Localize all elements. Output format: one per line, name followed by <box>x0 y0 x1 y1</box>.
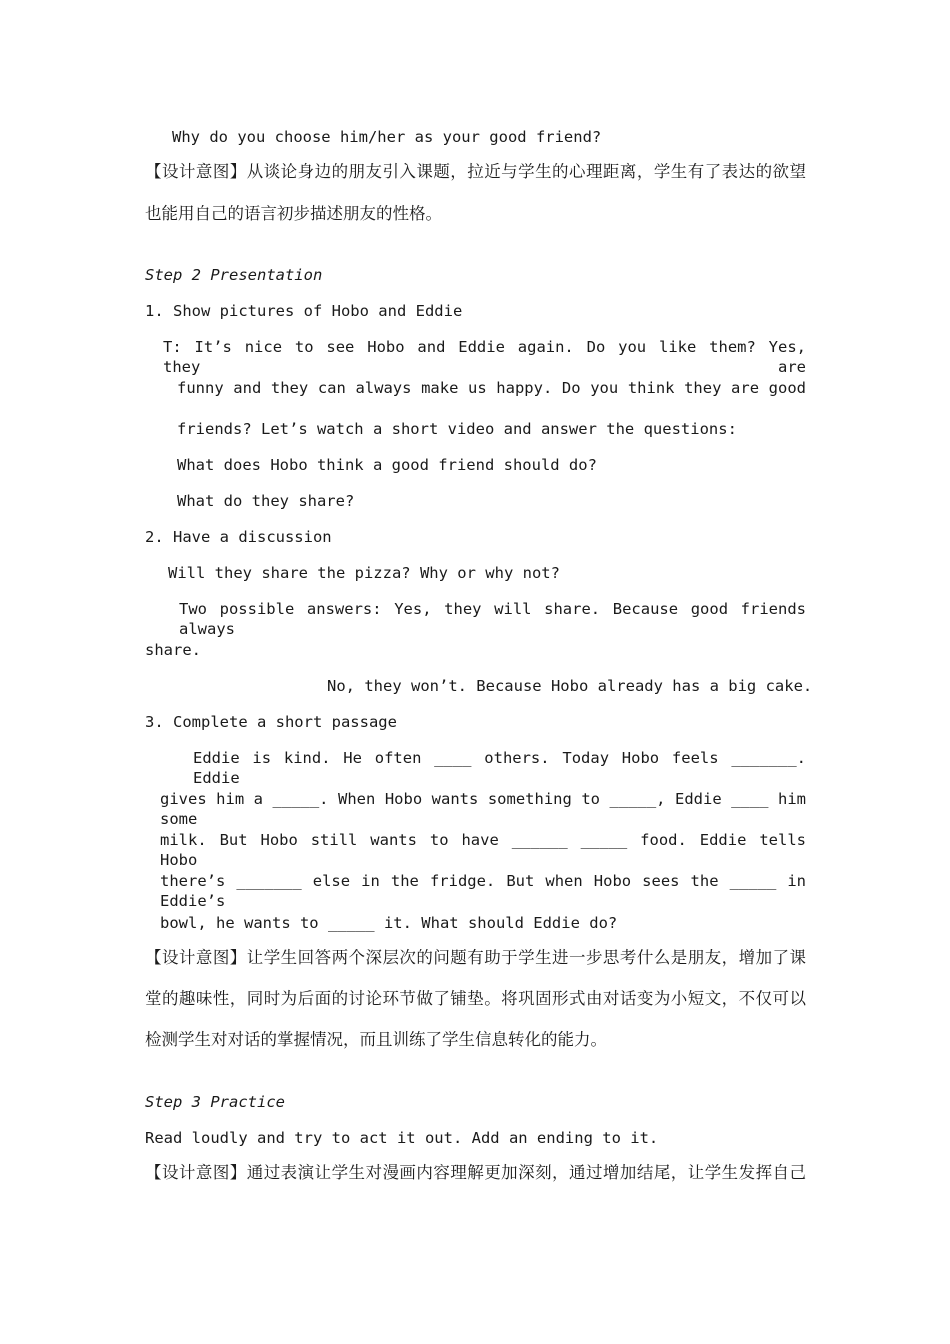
passage-line2: gives him a _____. When Hobo wants something to _____, Eddie ____ him some <box>160 790 806 828</box>
design-intent-2-line2: 堂的趣味性，同时为后面的讨论环节做了铺垫。将巩固形式由对话变为小短文，不仅可以 <box>145 989 806 1008</box>
answers-line2: share. <box>145 641 201 659</box>
step2-item2: 2. Have a discussion <box>145 528 332 546</box>
design-intent-1-line1: 【设计意图】从谈论身边的朋友引入课题，拉近与学生的心理距离，学生有了表达的欲望 <box>145 162 806 181</box>
passage-line3: milk. But Hobo still wants to have ______ _____ food. Eddie tells Hobo <box>160 831 806 869</box>
design-intent-2-line3: 检测学生对对话的掌握情况，而且训练了学生信息转化的能力。 <box>145 1030 607 1049</box>
question-why-friend: Why do you choose him/her as your good friend? <box>172 128 602 146</box>
passage-line1: Eddie is kind. He often ____ others. Today Hobo feels _______. Eddie <box>193 749 806 787</box>
teacher-line3: friends? Let’s watch a short video and answer the questions: <box>177 420 737 438</box>
question-2: What do they share? <box>177 492 355 510</box>
step2-item1: 1. Show pictures of Hobo and Eddie <box>145 302 463 320</box>
passage-line5: bowl, he wants to _____ it. What should Eddie do? <box>160 914 618 932</box>
teacher-line1: T: It’s nice to see Hobo and Eddie again. Do you like them? Yes, they are <box>163 338 806 376</box>
question-1: What does Hobo think a good friend should do? <box>177 456 597 474</box>
step3-instruction: Read loudly and try to act it out. Add an ending to it. <box>145 1129 659 1147</box>
step2-heading: Step 2 Presentation <box>145 266 323 284</box>
design-intent-3-line1: 【设计意图】通过表演让学生对漫画内容理解更加深刻，通过增加结尾，让学生发挥自己 <box>145 1163 806 1182</box>
step2-item3: 3. Complete a short passage <box>145 713 397 731</box>
step3-heading: Step 3 Practice <box>145 1093 285 1111</box>
answers-line3: No, they won’t. Because Hobo already has a big cake. <box>327 677 813 695</box>
design-intent-1-line2: 也能用自己的语言初步描述朋友的性格。 <box>145 204 442 223</box>
teacher-line2: funny and they can always make us happy. Do you think they are good <box>177 379 806 397</box>
answers-line1: Two possible answers: Yes, they will share. Because good friends always <box>179 600 806 638</box>
passage-line4: there’s _______ else in the fridge. But when Hobo sees the _____ in Eddie’s <box>160 872 806 910</box>
discussion-question: Will they share the pizza? Why or why not? <box>168 564 560 582</box>
design-intent-2-line1: 【设计意图】让学生回答两个深层次的问题有助于学生进一步思考什么是朋友，增加了课 <box>145 948 806 967</box>
